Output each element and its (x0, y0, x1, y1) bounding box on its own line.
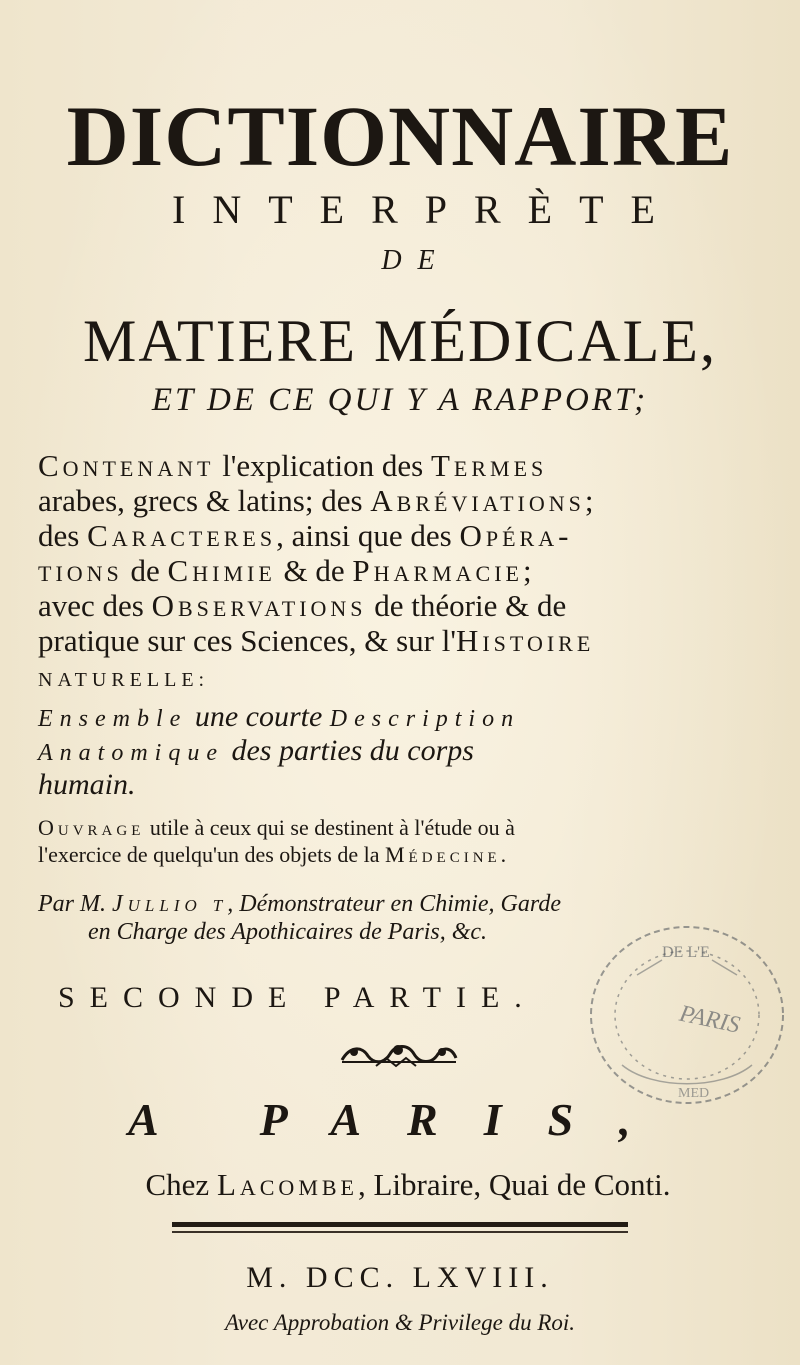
publisher-name: Lacombe (216, 1167, 358, 1202)
double-rule-thin (172, 1231, 628, 1233)
contenant-text: & de (275, 553, 353, 588)
contenant-text: des (38, 518, 88, 553)
pharmacie-word: Pharmacie (352, 553, 523, 588)
publisher-address: , Libraire, Quai de Conti. (358, 1167, 671, 1202)
contenant-text: ; (584, 483, 594, 518)
operations-word-end: tions (38, 553, 123, 588)
ensemble-line-2 (38, 734, 778, 770)
title-matiere-medicale: MATIERE MÉDICALE, (83, 308, 717, 374)
contenant-line-2 (38, 483, 778, 518)
double-rule-thick (172, 1222, 628, 1227)
ensemble-line-3 (38, 768, 778, 802)
contenant-line-3 (38, 518, 778, 553)
ornament-icon (336, 1040, 460, 1070)
contenant-text: ; (522, 553, 532, 588)
contenant-line-6 (38, 623, 778, 658)
library-stamp-icon (582, 915, 792, 1115)
contenant-text: , ainsi que des (276, 518, 460, 553)
operations-word: Opéra- (459, 518, 573, 553)
title-de: DE (381, 245, 451, 276)
ensemble-line-1 (38, 700, 778, 736)
contenant-line-7 (38, 658, 778, 698)
histoire-word: Histoire (455, 623, 595, 658)
book-title: DICTIONNAIRE (66, 88, 734, 184)
contenant-line-4 (38, 553, 778, 588)
ensemble-text: des parties du corps (223, 734, 474, 767)
imprint-place: A PARIS, (128, 1094, 677, 1145)
contenant-text: de théorie & de (366, 588, 567, 623)
volume-part: SECONDE PARTIE. (58, 981, 537, 1014)
book-subtitle: INTERPRÈTE (172, 187, 682, 232)
contenant-text: avec des (38, 588, 152, 623)
contenant-text: l'explication des (214, 448, 431, 483)
stamp-low-text: MED (678, 1086, 710, 1101)
caracteres-word: Caracteres (87, 518, 277, 553)
ouvrage-line-2 (38, 841, 778, 868)
publisher-prefix: Chez (145, 1167, 217, 1202)
contenant-line-5 (38, 588, 778, 623)
author-line-2: en Charge des Apothicaires de Paris, &c. (88, 919, 488, 945)
author-title: , Démonstrateur en Chimie, Garde (227, 891, 561, 917)
termes-word: Termes (430, 448, 548, 483)
title-rapport: ET DE CE QUI Y A RAPPORT; (151, 382, 649, 418)
author-line-1 (38, 890, 778, 918)
approbation-line: Avec Approbation & Privilege du Roi. (224, 1310, 576, 1335)
ouvrage-line-1 (38, 814, 778, 841)
ouvrage-text: utile à ceux qui se destinent à l'étude ou à (144, 815, 515, 840)
publication-date: M. DCC. LXVIII. (246, 1261, 554, 1294)
ouvrage-text: l'exercice de quelqu'un des objets de la (38, 842, 385, 867)
description-word: Description (329, 706, 521, 732)
publisher-line (38, 1166, 778, 1204)
contenant-word: Contenant (38, 448, 215, 483)
contenant-text: pratique sur ces Sciences, & sur l' (38, 623, 456, 658)
stamp-top-text: DE L'E (662, 944, 710, 961)
medecine-word: Médecine. (384, 842, 511, 867)
contenant-line-1 (38, 448, 778, 483)
chimie-word: Chimie (167, 553, 276, 588)
contenant-text: arabes, grecs & latins; des (38, 483, 371, 518)
ouvrage-word: Ouvrage (38, 815, 145, 840)
ensemble-word: Ensemble (38, 706, 188, 732)
anatomique-word: Anatomique (38, 740, 224, 766)
abreviations-word: Abréviations (370, 483, 585, 518)
observations-word: Observations (151, 588, 367, 623)
naturelle-word: NATURELLE: (38, 669, 210, 691)
contenant-text: de (122, 553, 168, 588)
stamp-mid-text: PARIS (677, 1000, 743, 1039)
author-prefix: Par M. (38, 891, 112, 917)
ensemble-text: une courte (187, 700, 330, 733)
author-name: Jullio t (112, 891, 228, 917)
ensemble-text: humain. (38, 768, 136, 801)
